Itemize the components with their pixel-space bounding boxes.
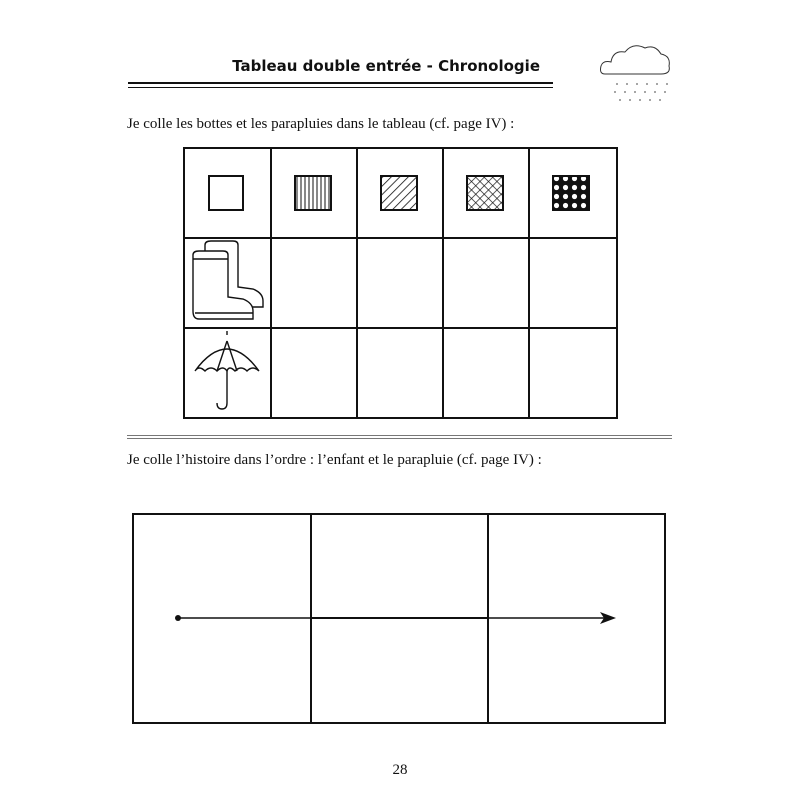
header-rule-thin [128, 87, 553, 88]
boots-icon [193, 241, 263, 319]
story-grid [132, 513, 666, 724]
story-instruction: Je colle l’histoire dans l’ordre : l’enfant et le parapluie (cf. page IV) : [127, 452, 542, 468]
header-rule-thick [128, 82, 553, 84]
page-title: Tableau double entrée - Chronologie [232, 57, 540, 75]
table-instruction: Je colle les bottes et les parapluies dans le tableau (cf. page IV) : [127, 116, 515, 132]
pattern-circles-square [553, 176, 589, 210]
umbrella-icon [195, 331, 259, 409]
separator-rule-1 [127, 435, 672, 436]
page-number: 28 [392, 762, 408, 778]
double-entry-table [183, 147, 618, 419]
pattern-plain-square [209, 176, 243, 210]
timeline-arrow [175, 612, 616, 624]
rain-cloud-icon [595, 38, 675, 108]
pattern-diagonal-stripes-square [381, 176, 417, 210]
separator-rule-2 [127, 438, 672, 439]
pattern-vertical-stripes-square [295, 176, 331, 210]
pattern-crosshatch-square [467, 176, 503, 210]
